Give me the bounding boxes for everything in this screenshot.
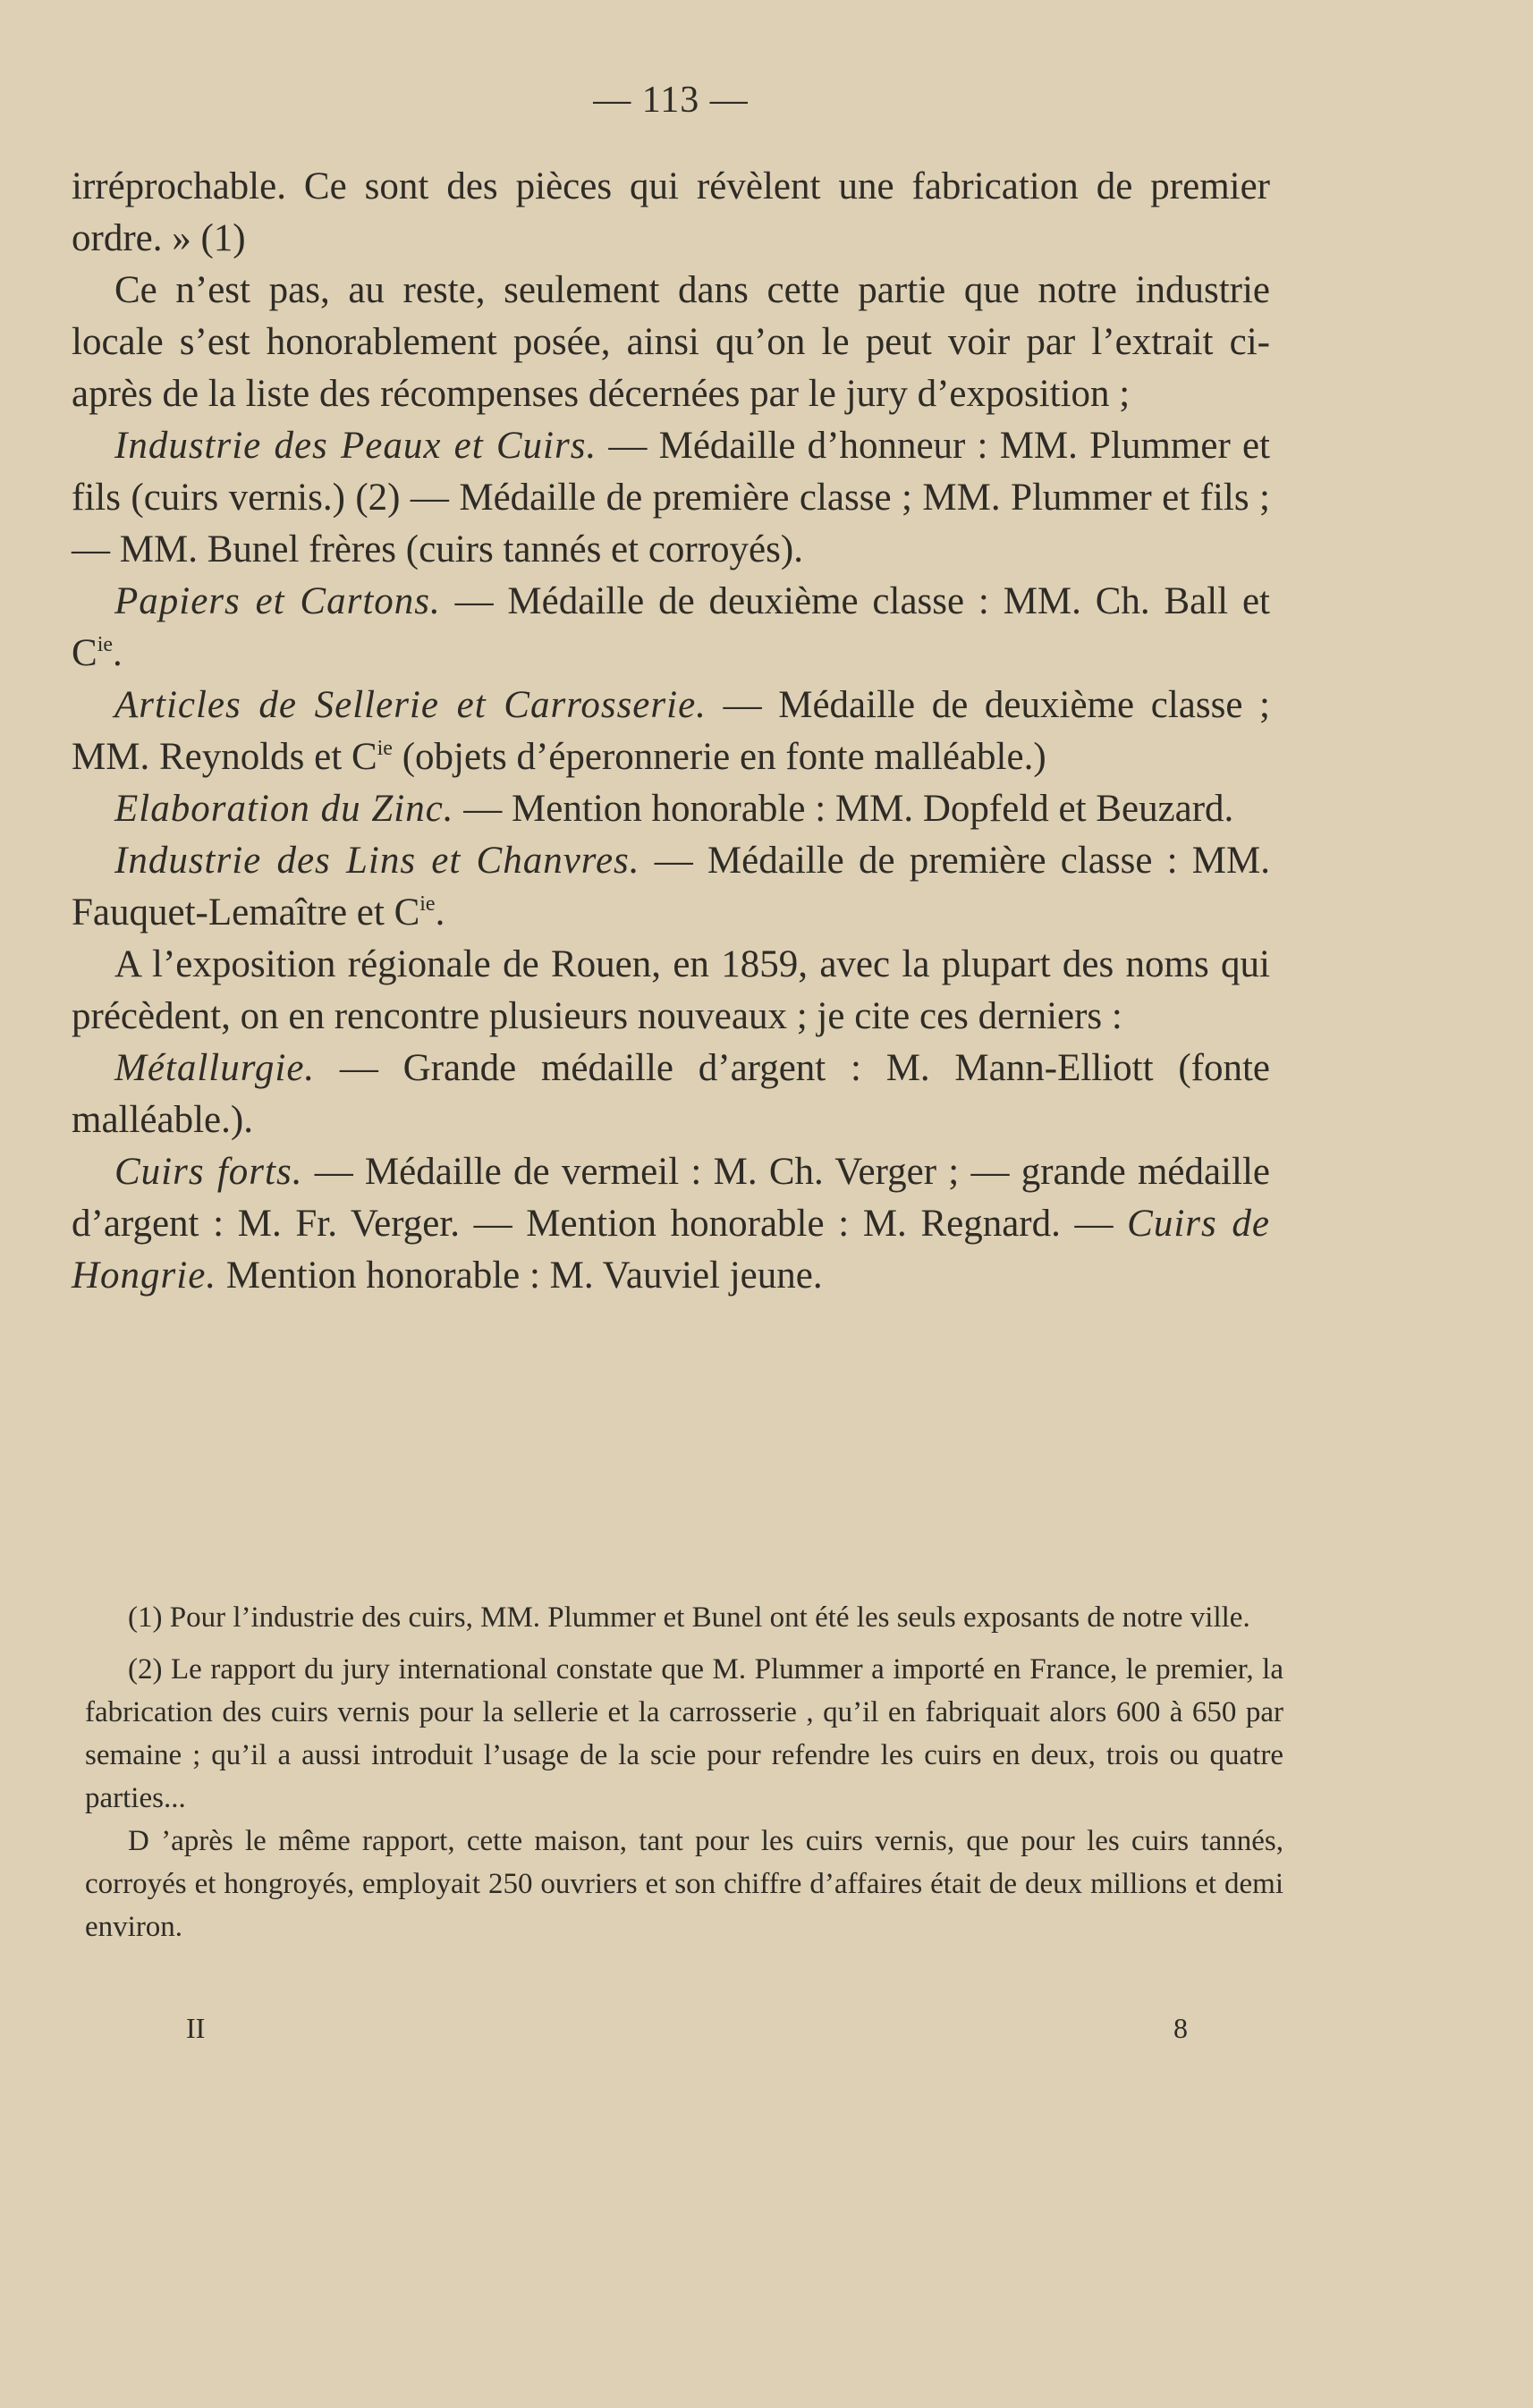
paragraph-text: — Médaille de première classe : MM. Fauquet-Lemaître et C: [72, 840, 1270, 934]
paragraph-6: [72, 783, 1270, 835]
signature-mark-right: 8: [1173, 2012, 1188, 2044]
paragraph-text: — Grande médaille d’argent : M. Mann-Elliott (fonte malléable.).: [72, 1047, 1270, 1141]
paragraph-tail: (objets d’éperonnerie en fonte malléable.): [392, 736, 1046, 778]
section-title: Industrie des Lins et Chanvres.: [114, 840, 640, 882]
paragraph-1: irréprochable. Ce sont des pièces qui révèlent une fabrication de premier ordre. » (1): [72, 165, 1270, 259]
paragraph-tail: .: [435, 891, 445, 934]
page-number: — 113 —: [593, 80, 749, 121]
paragraph-10: [72, 1146, 1270, 1302]
paragraph-text: — Mention honorable : MM. Dopfeld et Beuzard.: [453, 788, 1234, 830]
main-text: [72, 161, 1270, 1302]
paragraph-text: — Médaille d’honneur : MM. Plummer et fils (cuirs vernis.) (2) — Médaille de première classe ; MM. Plummer et fils ; — MM. Bunel frères (cuirs tannés et corroyés).: [72, 425, 1270, 570]
section-title: Papiers et Cartons.: [114, 580, 441, 622]
paragraph-text: — Médaille de vermeil : M. Ch. Verger ; — grande médaille d’argent : M. Fr. Verger. — Mention honorable : M. Regnard. —: [72, 1151, 1270, 1245]
paragraph-text: Mention honorable : M. Vauviel jeune.: [216, 1255, 823, 1297]
section-title: Elaboration du Zinc.: [114, 788, 454, 830]
paragraph-text: — Médaille de deuxième classe : MM. Ch. Ball et C: [72, 580, 1270, 674]
section-title: Industrie des Peaux et Cuirs.: [114, 425, 597, 467]
superscript: ie: [97, 633, 114, 656]
superscript: ie: [377, 737, 393, 760]
footnote-2: (2) Le rapport du jury international constate que M. Plummer a importé en France, le premier, la fabrication des cuirs vernis pour la sellerie et la carrosserie , qu’il en fabriquait alors 600 à 650 par semaine ; qu’il a aussi introduit l’usage de la scie pour refendre les cuirs en deux, trois ou quatre parties...: [85, 1653, 1283, 1814]
section-title: Cuirs de Hongrie.: [72, 1203, 1270, 1297]
footnote-1: (1) Pour l’industrie des cuirs, MM. Plummer et Bunel ont été les seuls exposants de notre ville.: [128, 1601, 1250, 1634]
paragraph-7: [72, 835, 1270, 939]
paragraph-text: — Médaille de deuxième classe ; MM. Reynolds et C: [72, 684, 1270, 778]
paragraph-9: [72, 1043, 1270, 1146]
section-title: Métallurgie.: [114, 1047, 316, 1089]
paragraph-3: [72, 420, 1270, 576]
paragraph-4: [72, 576, 1270, 680]
paragraph-8: A l’exposition régionale de Rouen, en 1859, avec la plupart des noms qui précèdent, on en rencontre plusieurs nouveaux ; je cite ces derniers :: [72, 943, 1270, 1037]
paragraph-tail: .: [113, 632, 123, 674]
paragraph-5: [72, 680, 1270, 783]
footnote-2-continued: D ’après le même rapport, cette maison, tant pour les cuirs vernis, que pour les cuirs tannés, corroyés et hongroyés, employait 250 ouvriers et son chiffre d’affaires était de deux millions et demi environ.: [85, 1825, 1283, 1943]
signature-mark-left: II: [186, 2012, 206, 2044]
footnotes: [85, 1596, 1283, 1948]
section-title: Articles de Sellerie et Carrosserie.: [114, 684, 707, 726]
superscript: ie: [419, 892, 436, 916]
paragraph-2: Ce n’est pas, au reste, seulement dans cette partie que notre industrie locale s’est honorablement posée, ainsi qu’on le peut voir par l’extrait ci-après de la liste des récompenses décernées par le jury d’exposition ;: [72, 269, 1270, 415]
section-title: Cuirs forts.: [114, 1151, 303, 1193]
